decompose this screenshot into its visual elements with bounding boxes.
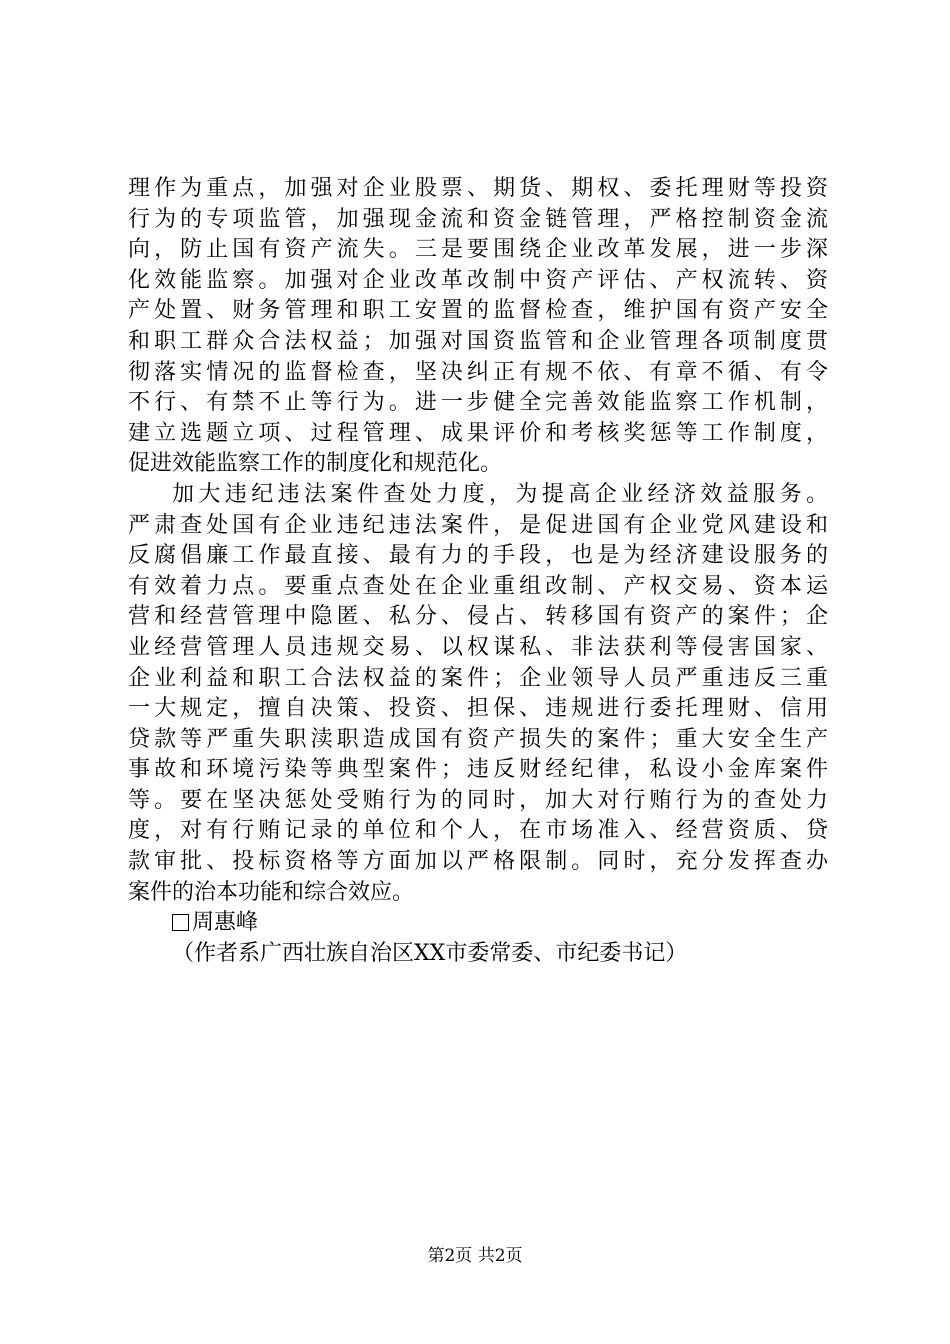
- text-line: 产处置、财务管理和职工安置的监督检查，维护国有资产安全: [128, 298, 828, 324]
- text-line: 彻落实情况的监督检查，坚决纠正有规不依、有章不循、有令: [128, 359, 828, 385]
- paragraph-1: [128, 174, 828, 480]
- checkbox-icon: [172, 914, 189, 931]
- page-footer: 第2页 共2页: [427, 1246, 523, 1266]
- text-line: 贷款等严重失职渎职造成国有资产损失的案件；重大安全生产: [128, 726, 828, 752]
- text-line: 和职工群众合法权益；加强对国资监管和企业管理各项制度贯: [128, 328, 828, 354]
- text-line: 不行、有禁不止等行为。进一步健全完善效能监察工作机制，: [128, 390, 828, 416]
- text-line: 一大规定，擅自决策、投资、担保、违规进行委托理财、信用: [128, 696, 828, 722]
- paragraph-2: [128, 480, 828, 908]
- text-line: 加大违纪违法案件查处力度，为提高企业经济效益服务。: [172, 481, 828, 507]
- text-line: 有效着力点。要重点查处在企业重组改制、产权交易、资本运: [128, 573, 828, 599]
- text-line: 案件的治本功能和综合效应。: [128, 879, 415, 905]
- text-line: 严肃查处国有企业违纪违法案件，是促进国有企业党风建设和: [128, 512, 828, 538]
- text-line: 等。要在坚决惩处受贿行为的同时，加大对行贿行为的查处力: [128, 787, 828, 813]
- text-line: 度，对有行贿记录的单位和个人，在市场准入、经营资质、贷: [128, 818, 828, 844]
- text-line: 业经营管理人员违规交易、以权谋私、非法获利等侵害国家、: [128, 634, 828, 660]
- text-line: 建立选题立项、过程管理、成果评价和考核奖惩等工作制度，: [128, 420, 828, 446]
- author-note: （作者系广西壮族自治区XX市委常委、市纪委书记）: [172, 940, 688, 966]
- text-line: 促进效能监察工作的制度化和规范化。: [128, 451, 503, 477]
- text-line: 行为的专项监管，加强现金流和资金链管理，严格控制资金流: [128, 206, 828, 232]
- text-line: 营和经营管理中隐匿、私分、侵占、转移国有资产的案件；企: [128, 604, 828, 630]
- body-text: [128, 174, 828, 969]
- text-line: 反腐倡廉工作最直接、最有力的手段，也是为经济建设服务的: [128, 543, 828, 569]
- text-line: 事故和环境污染等典型案件；违反财经纪律，私设小金库案件: [128, 757, 828, 783]
- text-line: 企业利益和职工合法权益的案件；企业领导人员严重违反三重: [128, 665, 828, 691]
- text-line: 向，防止国有资产流失。三是要围绕企业改革发展，进一步深: [128, 237, 828, 263]
- text-line: 理作为重点，加强对企业股票、期货、期权、委托理财等投资: [128, 176, 828, 201]
- text-line: 款审批、投标资格等方面加以严格限制。同时，充分发挥查办: [128, 849, 828, 875]
- author-signature: [128, 908, 828, 939]
- text-line: 化效能监察。加强对企业改革改制中资产评估、产权流转、资: [128, 267, 828, 293]
- author-name: 周惠峰: [192, 910, 259, 936]
